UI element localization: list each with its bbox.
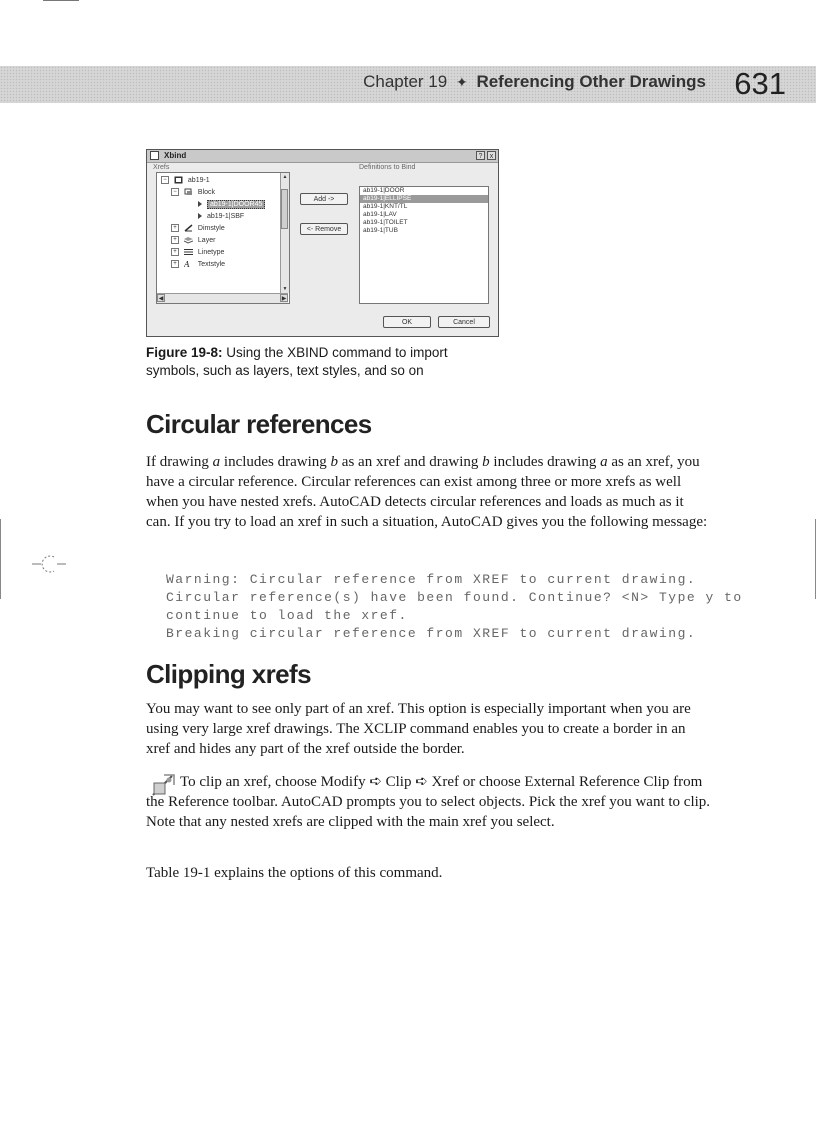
expand-icon[interactable]: +	[171, 224, 179, 232]
dimstyle-icon	[184, 224, 193, 232]
definitions-list[interactable]	[359, 186, 489, 304]
tree-item-label: Linetype	[197, 249, 225, 256]
tree-item-ab19-1[interactable]	[157, 175, 281, 187]
var-a: a	[212, 454, 221, 470]
var-a: a	[600, 454, 608, 470]
definitions-group-label: Definitions to Bind	[359, 164, 416, 171]
chapter-title: Referencing Other Drawings	[476, 72, 706, 91]
textstyle-icon	[184, 260, 193, 268]
scroll-left-icon[interactable]: ◀	[158, 296, 164, 302]
text-run: as an xref and drawing	[338, 454, 483, 470]
svg-text:A: A	[183, 260, 190, 269]
tree-item-label: ab19-1	[187, 177, 210, 184]
separator-star-icon: ✦	[455, 74, 468, 90]
text-run: as an xref, you have a circular reference. Circular references can exist among three or more xrefs as well when you have nested xrefs. AutoCAD detects circular references and loads as much as it can. If you try to load an xref in such a situation, AutoCAD gives you the following message:	[146, 454, 708, 530]
help-button[interactable]: ?	[476, 151, 485, 160]
code-line: Breaking circular reference from XREF to current drawing.	[166, 626, 697, 641]
remove-button[interactable]: <- Remove	[300, 223, 348, 235]
add-button[interactable]: Add ->	[300, 193, 348, 205]
tree-item-label: Textstyle	[197, 261, 226, 268]
xbind-dialog	[146, 149, 499, 337]
xrefs-group-label: Xrefs	[153, 164, 170, 171]
block-definition-icon	[193, 212, 202, 220]
dialog-app-icon	[150, 151, 159, 160]
dialog-title: Xbind	[164, 151, 187, 160]
definition-item-selected[interactable]: ab19-1|ELLIPSE	[360, 195, 488, 203]
dialog-titlebar	[147, 150, 498, 163]
scroll-thumb[interactable]	[281, 189, 288, 229]
heading-clipping-xrefs: Clipping xrefs	[146, 659, 311, 689]
tree-item-label: Layer	[197, 237, 216, 244]
figure-label: Figure 19-8:	[146, 345, 223, 360]
close-button[interactable]: x	[487, 151, 496, 160]
paragraph-table-reference: Table 19-1 explains the options of this command.	[146, 865, 443, 881]
tree-item-label: ab19-1|SBF	[206, 213, 245, 220]
tree-vertical-scrollbar[interactable]	[280, 173, 289, 293]
xrefs-tree[interactable]	[156, 172, 290, 304]
text-run: includes drawing	[489, 454, 601, 470]
tree-item-label: ab19-1|DOOR45	[207, 200, 265, 209]
tree-item-block[interactable]	[157, 187, 281, 199]
chapter-label	[363, 72, 706, 92]
definition-item[interactable]: ab19-1|TOILET	[363, 219, 408, 226]
expand-icon[interactable]: +	[171, 260, 179, 268]
scroll-down-icon[interactable]: ▼	[282, 286, 288, 292]
figure-caption-line2: symbols, such as layers, text styles, and so on	[146, 363, 424, 378]
code-line: continue to load the xref.	[166, 608, 408, 623]
collapse-icon[interactable]: −	[171, 188, 179, 196]
paragraph-clipping: You may want to see only part of an xref. This option is especially important when you are using very large xref drawings. The XCLIP command enables you to create a border in an xref and hides any part of the xref outside the border.	[146, 701, 691, 757]
tree-item-dimstyle[interactable]	[157, 223, 281, 235]
definition-item[interactable]: ab19-1|KNT/TL	[363, 203, 408, 210]
tree-item-textstyle[interactable]	[157, 259, 281, 271]
tree-item-label: Block	[197, 189, 216, 196]
text-run: If drawing	[146, 454, 213, 470]
block-definition-icon	[193, 200, 202, 208]
tree-item-sbf[interactable]	[157, 211, 281, 223]
code-line: Circular reference(s) have been found. Continue? <N> Type y to	[166, 590, 743, 605]
tree-item-label: Dimstyle	[197, 225, 225, 232]
tree-item-door45[interactable]	[157, 199, 281, 211]
expand-icon[interactable]: +	[171, 248, 179, 256]
figure-caption-line1: Using the XBIND command to import	[226, 345, 448, 360]
layer-icon	[184, 236, 193, 244]
drawing-icon	[174, 176, 183, 184]
paragraph-procedure: To clip an xref, choose Modify ➪ Clip ➪ Xref or choose External Reference Clip from the Reference toolbar. AutoCAD prompts you to select objects. Pick the xref you want to clip. Note that any nested xrefs are clipped with the main xref you select.	[146, 774, 711, 830]
tree-horizontal-scrollbar[interactable]	[157, 293, 288, 303]
definition-item[interactable]: ab19-1|TUB	[363, 227, 398, 234]
block-icon	[184, 188, 193, 196]
definition-item[interactable]: ab19-1|DOOR	[363, 187, 405, 194]
text-run: includes drawing	[220, 454, 331, 470]
chapter-number: Chapter 19	[363, 72, 448, 91]
paragraph-circular	[146, 452, 712, 532]
tree-item-linetype[interactable]	[157, 247, 281, 259]
cancel-button[interactable]: Cancel	[438, 316, 490, 328]
expand-icon[interactable]: +	[171, 236, 179, 244]
corner-rule	[43, 0, 79, 1]
warning-message-code	[166, 571, 743, 643]
tree-item-layer[interactable]	[157, 235, 281, 247]
page-number: 631	[734, 66, 786, 101]
scroll-right-icon[interactable]: ▶	[281, 296, 287, 302]
crop-mark-icon	[32, 552, 66, 576]
figure-caption	[146, 344, 526, 380]
code-line: Warning: Circular reference from XREF to current drawing.	[166, 572, 697, 587]
linetype-icon	[184, 248, 193, 256]
scroll-up-icon[interactable]: ▲	[282, 174, 288, 180]
definition-item[interactable]: ab19-1|LAV	[363, 211, 397, 218]
var-b: b	[330, 454, 339, 470]
ok-button[interactable]: OK	[383, 316, 431, 328]
margin-rule-left	[0, 519, 1, 599]
heading-circular-references: Circular references	[146, 409, 372, 439]
var-b: b	[482, 454, 490, 470]
collapse-icon[interactable]: −	[161, 176, 169, 184]
